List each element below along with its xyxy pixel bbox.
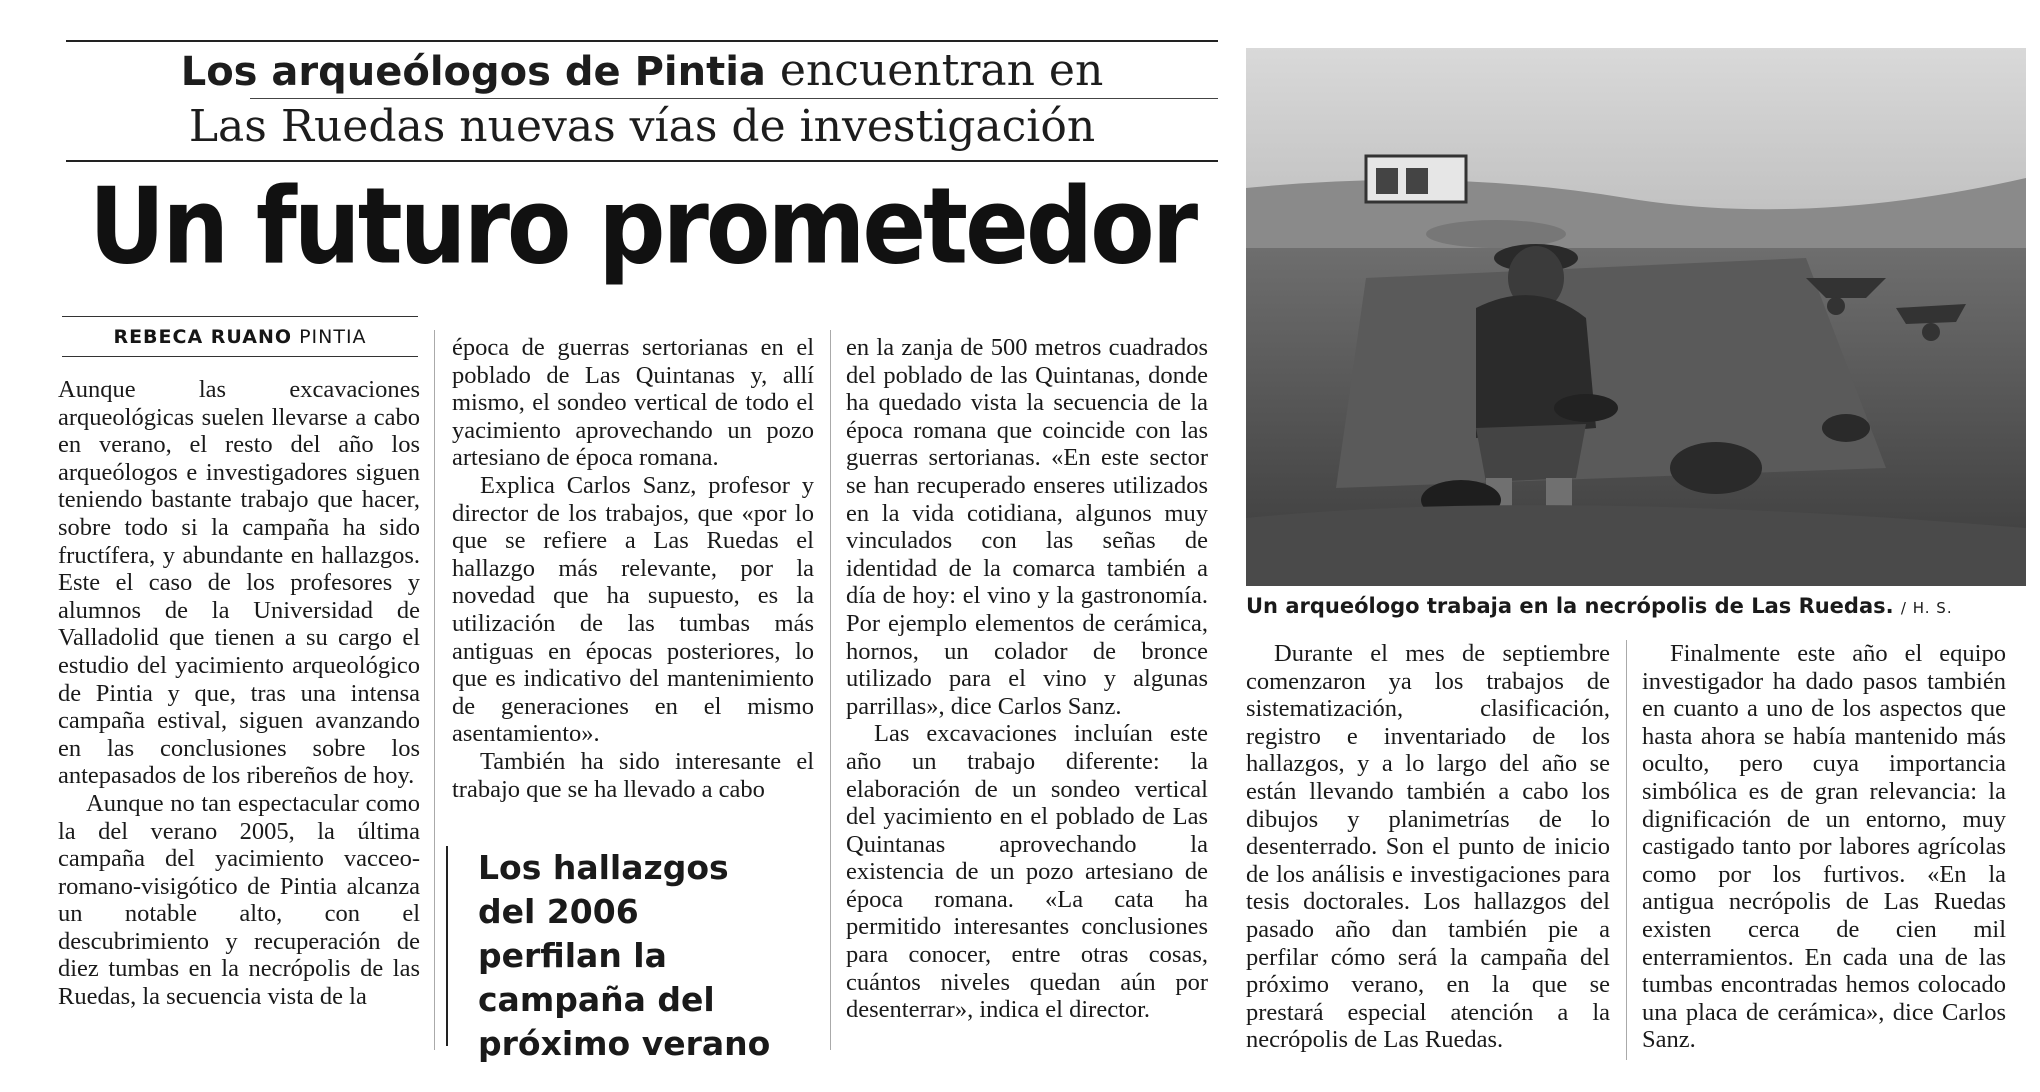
byline	[62, 326, 418, 348]
article-photo	[1246, 48, 2026, 586]
col1-paragraph-1: Aunque las excavaciones arqueológicas suelen llevarse a cabo en verano, el resto del año los arqueólogos e investigadores siguen teniendo bastante trabajo que hacer, sobre todo si la campaña ha sido fructífera, y abundante en hallazgos. Este el caso de los profesores y alumnos de la Universidad de Valladolid que tienen a su cargo el estudio del yacimiento arqueológico de Pintia y que, tras una intensa campaña estival, siguen avanzando en las conclusiones sobre los antepasados de los ribereños de hoy.	[58, 376, 420, 790]
pull-quote: Los hallazgos del 2006 perfilan la campaña del próximo verano	[446, 846, 790, 1046]
photo-caption-line	[1246, 594, 2026, 618]
photo-credit: / H. S.	[1900, 599, 1953, 617]
column-divider	[1626, 640, 1627, 1060]
byline-top-rule	[62, 316, 418, 317]
col2-paragraph-2: Explica Carlos Sanz, profesor y director de los trabajos, que «por lo que se refiere a Las Ruedas el hallazgo más relevante, por la novedad que ha supuesto, es la utilización de las tumbas más antiguas en épocas posteriores, lo que es indicativo del mantenimiento de generaciones en el mismo asentamiento».	[452, 471, 814, 748]
column-3	[846, 334, 1208, 1024]
column-1	[58, 376, 420, 1011]
col5-paragraph-1: Finalmente este año el equipo investigador ha dado pasos también en cuanto a uno de los aspectos que hasta ahora se había mantenido más oculto, pero cuya importancia simbólica es de gran relevancia: la dignificación de un entorno, muy castigado tanto por labores agrícolas como por los furtivos. «En la antigua necrópolis de Las Ruedas existen cerca de cien mil enterramientos. En cada una de las tumbas encontradas hemos colocado una placa de cerámica», dice Carlos Sanz.	[1642, 640, 2006, 1054]
column-4	[1246, 640, 1610, 1054]
column-divider	[434, 330, 435, 1050]
photo-caption: Un arqueólogo trabaja en la necrópolis de Las Ruedas.	[1246, 594, 1894, 618]
col3-paragraph-2: Las excavaciones incluían este año un trabajo diferente: la elaboración de un sondeo vertical del yacimiento en el poblado de Las Quintanas aprovechando la existencia de un pozo artesiano de época romana. «La cata ha permitido interesantes conclusiones para conocer, entre otras cosas, cuántos niveles quedan aún por desenterrar», indica el director.	[846, 720, 1208, 1024]
column-divider	[830, 330, 831, 1050]
col3-paragraph-1: en la zanja de 500 metros cuadrados del poblado de las Quintanas, donde ha quedado vista la secuencia de la época romana que coincide con las guerras sertorianas. «En este sector se han recuperado enseres utilizados en la vida cotidiana, algunos muy vinculados con las señas de identidad de la comarca también a día de hoy: el vino y la gastronomía. Por ejemplo elementos de cerámica, hornos, un colador de bronce utilizado para el vino y algunas parrillas», dice Carlos Sanz.	[846, 334, 1208, 720]
excavation-photo-illustration	[1246, 48, 2026, 586]
kicker-bottom-rule	[66, 160, 1218, 162]
byline-bottom-rule	[62, 356, 418, 357]
kicker-line-1	[66, 42, 1218, 101]
kicker-line-2: Las Ruedas nuevas vías de investigación	[188, 101, 1096, 152]
column-2	[452, 334, 814, 803]
col2-paragraph-3: También ha sido interesante el trabajo que se ha llevado a cabo	[452, 747, 814, 803]
kicker-bold: Los arqueólogos de Pintia	[180, 49, 766, 95]
kicker-rest: encuentran en	[779, 45, 1104, 96]
col2-paragraph-1: época de guerras sertorianas en el poblado de Las Quintanas y, allí mismo, el sondeo vertical de todo el yacimiento aprovechando un pozo artesiano de época romana.	[452, 334, 814, 472]
column-5	[1642, 640, 2006, 1054]
col1-paragraph-2: Aunque no tan espectacular como la del verano 2005, la última campaña del yacimiento vacceo-romano-visigótico de Pintia alcanza un notable alto, con el descubrimiento y recuperación de diez tumbas en la necrópolis de las Ruedas, la secuencia vista de la	[58, 789, 420, 1011]
byline-name: REBECA RUANO	[113, 326, 293, 348]
col4-paragraph-1: Durante el mes de septiembre comenzaron ya los trabajos de sistematización, clasificación, registro e inventariado de los hallazgos, y a lo largo del año se están llevando también a cabo los dibujos y planimetrías de lo desenterrado. Son el punto de inicio de los análisis e investigaciones para tesis doctorales. Los hallazgos del pasado año dan también pie a perfilar cómo será la campaña del próximo verano, en la que se prestará especial atención a la necrópolis de Las Ruedas.	[1246, 640, 1610, 1054]
headline: Un futuro prometedor	[88, 166, 1196, 289]
byline-place: PINTIA	[299, 326, 367, 348]
